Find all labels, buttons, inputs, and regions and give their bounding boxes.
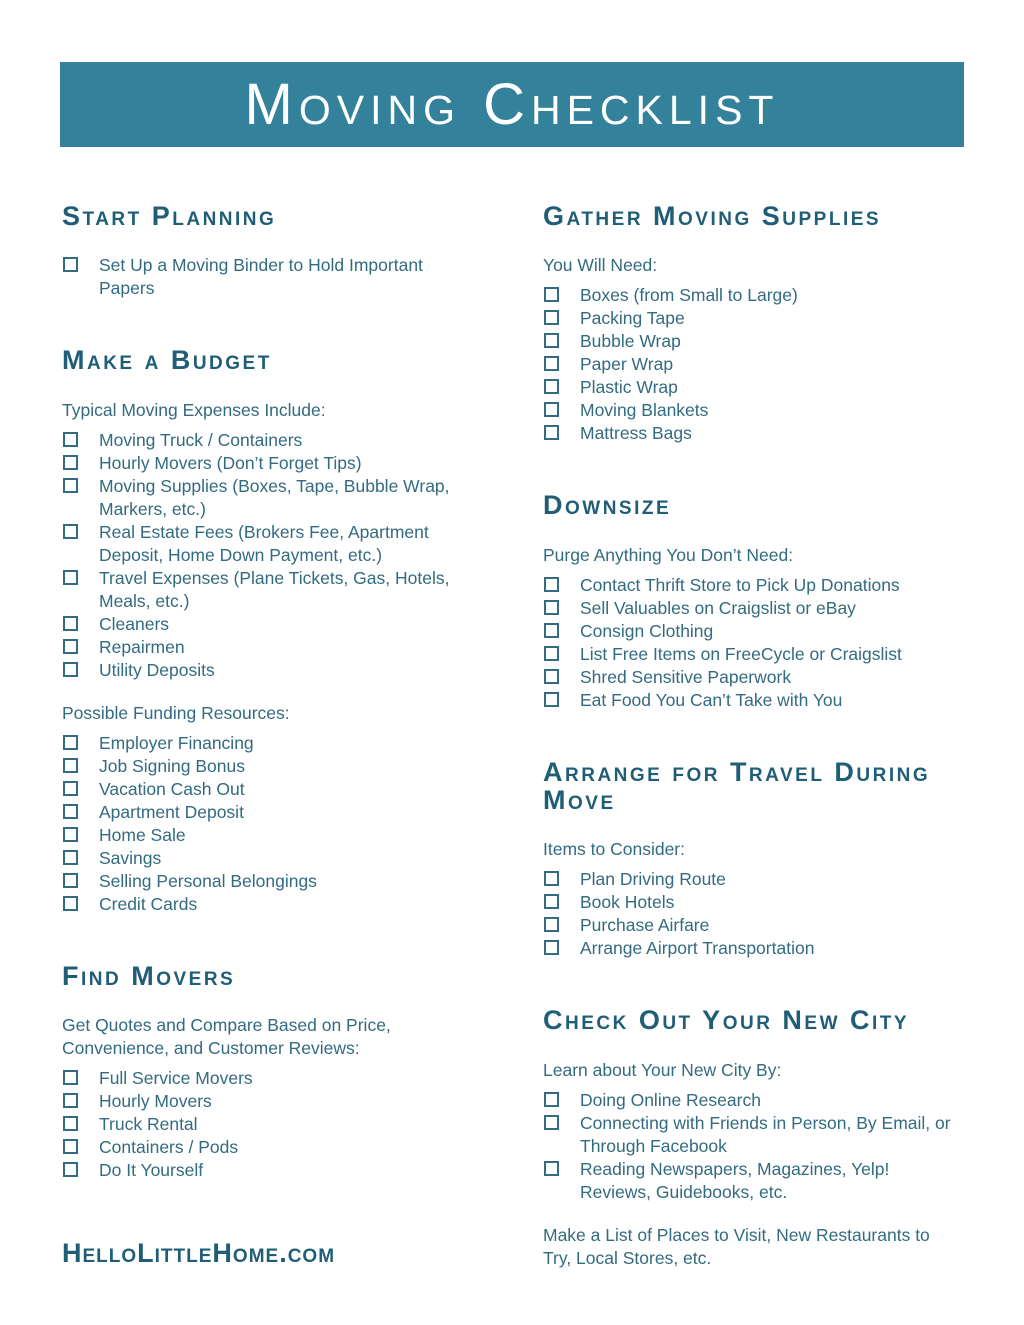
item-label: Selling Personal Belongings xyxy=(99,870,317,891)
checklist-item xyxy=(543,914,964,937)
checklist-item xyxy=(543,574,964,597)
checkbox[interactable] xyxy=(63,896,78,911)
checkbox[interactable] xyxy=(63,1093,78,1108)
checkbox[interactable] xyxy=(63,478,78,493)
checkbox[interactable] xyxy=(63,616,78,631)
item-label: Sell Valuables on Craigslist or eBay xyxy=(580,597,856,618)
checklist-group xyxy=(62,1014,517,1182)
checklist-item xyxy=(543,376,964,399)
checklist-item xyxy=(543,284,964,307)
item-label: Reading Newspapers, Magazines, Yelp! Reviews, Guidebooks, etc. xyxy=(580,1158,890,1202)
checklist-items xyxy=(543,868,964,960)
checkbox[interactable] xyxy=(544,1115,559,1130)
checklist-item xyxy=(62,801,517,824)
checkbox[interactable] xyxy=(63,804,78,819)
section-heading: Gather Moving Supplies xyxy=(543,201,882,231)
checklist-item xyxy=(543,399,964,422)
checklist-item xyxy=(62,893,517,916)
item-label: Boxes (from Small to Large) xyxy=(580,285,798,306)
column-left xyxy=(62,202,517,1270)
checklist-item xyxy=(543,597,964,620)
item-label: Contact Thrift Store to Pick Up Donations xyxy=(580,574,900,595)
item-label: Credit Cards xyxy=(99,893,198,914)
section-outro: Make a List of Places to Visit, New Restaurants to Try, Local Stores, etc. xyxy=(543,1224,930,1268)
checklist-items xyxy=(62,429,517,682)
checklist-item xyxy=(62,613,517,636)
checkbox[interactable] xyxy=(544,669,559,684)
item-label: Packing Tape xyxy=(580,308,685,329)
checklist-item xyxy=(62,254,517,300)
group-intro: Possible Funding Resources: xyxy=(62,702,290,723)
checklist-item xyxy=(543,422,964,445)
checklist-group xyxy=(543,254,964,445)
checklist-item xyxy=(62,659,517,682)
section-heading: Downsize xyxy=(543,490,672,521)
checkbox[interactable] xyxy=(63,758,78,773)
checkbox[interactable] xyxy=(544,379,559,394)
checkbox[interactable] xyxy=(63,873,78,888)
item-label: Book Hotels xyxy=(580,892,675,913)
item-label: Truck Rental xyxy=(99,1114,198,1135)
checklist-group xyxy=(62,254,517,300)
checklist-item xyxy=(62,567,517,613)
item-label: List Free Items on FreeCycle or Craigslist xyxy=(580,643,902,664)
item-label: Plastic Wrap xyxy=(580,377,678,398)
checkbox[interactable] xyxy=(544,287,559,302)
item-label: Employer Financing xyxy=(99,732,254,753)
checkbox[interactable] xyxy=(544,577,559,592)
checkbox[interactable] xyxy=(544,940,559,955)
item-label: Moving Blankets xyxy=(580,400,709,421)
section-make-a-budget xyxy=(62,346,517,915)
checklist-item xyxy=(62,824,517,847)
checkbox[interactable] xyxy=(544,356,559,371)
item-label: Consign Clothing xyxy=(580,620,714,641)
item-label: Moving Supplies (Boxes, Tape, Bubble Wrap, Markers, etc.) xyxy=(99,475,450,519)
item-label: Cleaners xyxy=(99,613,170,634)
checkbox[interactable] xyxy=(63,1116,78,1131)
checkbox[interactable] xyxy=(63,1070,78,1085)
checklist-item xyxy=(62,1159,517,1182)
section-start-planning xyxy=(62,202,517,300)
checkbox[interactable] xyxy=(63,570,78,585)
checklist-item xyxy=(62,1090,517,1113)
item-label: Eat Food You Can’t Take with You xyxy=(580,689,843,710)
section-downsize xyxy=(543,491,964,711)
title-banner xyxy=(60,62,964,147)
item-label: Paper Wrap xyxy=(580,354,674,375)
checklist-group xyxy=(543,838,964,960)
checklist-item xyxy=(543,1112,964,1158)
checkbox[interactable] xyxy=(63,455,78,470)
checklist-items xyxy=(543,574,964,712)
item-label: Mattress Bags xyxy=(580,423,692,444)
checklist-item xyxy=(62,755,517,778)
checklist-item xyxy=(543,689,964,712)
checklist-group xyxy=(543,544,964,712)
checklist-item xyxy=(62,1067,517,1090)
checkbox[interactable] xyxy=(63,524,78,539)
checklist-item xyxy=(543,1158,964,1204)
item-label: Travel Expenses (Plane Tickets, Gas, Hotels, Meals, etc.) xyxy=(99,567,450,611)
checklist-item xyxy=(62,429,517,452)
checkbox[interactable] xyxy=(544,310,559,325)
section-heading: Make a Budget xyxy=(62,345,272,376)
item-label: Repairmen xyxy=(99,636,185,657)
checklist-item xyxy=(543,891,964,914)
section-heading: Check Out Your New City xyxy=(543,1005,910,1036)
checkbox[interactable] xyxy=(544,1161,559,1176)
item-label: Bubble Wrap xyxy=(580,331,681,352)
item-label: Utility Deposits xyxy=(99,659,215,680)
checklist-group xyxy=(62,399,517,682)
checkbox[interactable] xyxy=(63,850,78,865)
checkbox[interactable] xyxy=(63,1139,78,1154)
checkbox[interactable] xyxy=(63,639,78,654)
column-right xyxy=(543,202,964,1270)
group-intro: You Will Need: xyxy=(543,255,658,276)
item-label: Plan Driving Route xyxy=(580,869,726,890)
item-label: Home Sale xyxy=(99,824,186,845)
site-url: HelloLittleHome.com xyxy=(62,1238,336,1268)
item-label: Shred Sensitive Paperwork xyxy=(580,666,792,687)
content-columns xyxy=(62,202,964,1270)
checklist-item xyxy=(543,330,964,353)
checklist-item xyxy=(543,307,964,330)
checkbox[interactable] xyxy=(544,600,559,615)
checklist-items xyxy=(543,284,964,445)
checklist-items xyxy=(62,254,517,300)
checklist-item xyxy=(543,1089,964,1112)
item-label: Full Service Movers xyxy=(99,1068,253,1089)
section-gather-moving-supplies xyxy=(543,202,964,445)
checklist-item xyxy=(62,732,517,755)
checkbox[interactable] xyxy=(63,1162,78,1177)
checkbox[interactable] xyxy=(63,432,78,447)
section-heading: Arrange for Travel During Move xyxy=(543,756,931,816)
checklist-group xyxy=(543,1059,964,1204)
checkbox[interactable] xyxy=(544,623,559,638)
group-intro: Typical Moving Expenses Include: xyxy=(62,399,326,420)
checklist-item xyxy=(543,620,964,643)
item-label: Connecting with Friends in Person, By Email, or Through Facebook xyxy=(580,1112,951,1156)
item-label: Vacation Cash Out xyxy=(99,778,245,799)
checklist-item xyxy=(62,521,517,567)
checklist-item xyxy=(62,847,517,870)
checklist-item xyxy=(62,1136,517,1159)
section-heading: Start Planning xyxy=(62,201,277,231)
checkbox[interactable] xyxy=(544,646,559,661)
checklist-items xyxy=(543,1089,964,1204)
checkbox[interactable] xyxy=(544,1092,559,1107)
checkbox[interactable] xyxy=(544,917,559,932)
item-label: Do It Yourself xyxy=(99,1160,204,1181)
checkbox[interactable] xyxy=(544,425,559,440)
checklist-items xyxy=(62,732,517,916)
item-label: Containers / Pods xyxy=(99,1137,239,1158)
item-label: Purchase Airfare xyxy=(580,915,710,936)
checkbox[interactable] xyxy=(63,257,78,272)
item-label: Doing Online Research xyxy=(580,1089,761,1110)
checkbox[interactable] xyxy=(63,827,78,842)
checklist-item xyxy=(62,636,517,659)
checkbox[interactable] xyxy=(544,402,559,417)
item-label: Set Up a Moving Binder to Hold Important Papers xyxy=(99,255,423,299)
checklist-group xyxy=(62,702,517,916)
item-label: Real Estate Fees (Brokers Fee, Apartment Deposit, Home Down Payment, etc.) xyxy=(99,521,429,565)
checklist-item xyxy=(62,475,517,521)
checklist-item xyxy=(543,353,964,376)
item-label: Hourly Movers xyxy=(99,1091,212,1112)
checkbox[interactable] xyxy=(544,333,559,348)
checkbox[interactable] xyxy=(63,781,78,796)
section-find-movers xyxy=(62,962,517,1182)
checklist-item xyxy=(543,666,964,689)
item-label: Apartment Deposit xyxy=(99,801,244,822)
checklist-item xyxy=(62,1113,517,1136)
checkbox[interactable] xyxy=(63,735,78,750)
item-label: Job Signing Bonus xyxy=(99,755,245,776)
group-intro: Get Quotes and Compare Based on Price, Convenience, and Customer Reviews: xyxy=(62,1015,391,1059)
group-intro: Items to Consider: xyxy=(543,839,685,860)
checkbox[interactable] xyxy=(544,692,559,707)
checklist-item xyxy=(62,778,517,801)
checklist-item xyxy=(62,870,517,893)
checkbox[interactable] xyxy=(544,894,559,909)
item-label: Hourly Movers (Don’t Forget Tips) xyxy=(99,452,362,473)
checklist-items xyxy=(62,1067,517,1182)
checklist-item xyxy=(543,643,964,666)
item-label: Savings xyxy=(99,847,162,868)
item-label: Arrange Airport Transportation xyxy=(580,938,815,959)
group-intro: Learn about Your New City By: xyxy=(543,1059,782,1080)
section-heading: Find Movers xyxy=(62,960,236,991)
checklist-item xyxy=(62,452,517,475)
item-label: Moving Truck / Containers xyxy=(99,429,303,450)
section-arrange-for-travel-during-move xyxy=(543,758,964,961)
page-title: Moving Checklist xyxy=(244,72,780,137)
checklist-item xyxy=(543,937,964,960)
checkbox[interactable] xyxy=(544,871,559,886)
checklist-item xyxy=(543,868,964,891)
checkbox[interactable] xyxy=(63,662,78,677)
group-intro: Purge Anything You Don’t Need: xyxy=(543,544,794,565)
section-check-out-your-new-city xyxy=(543,1006,964,1269)
